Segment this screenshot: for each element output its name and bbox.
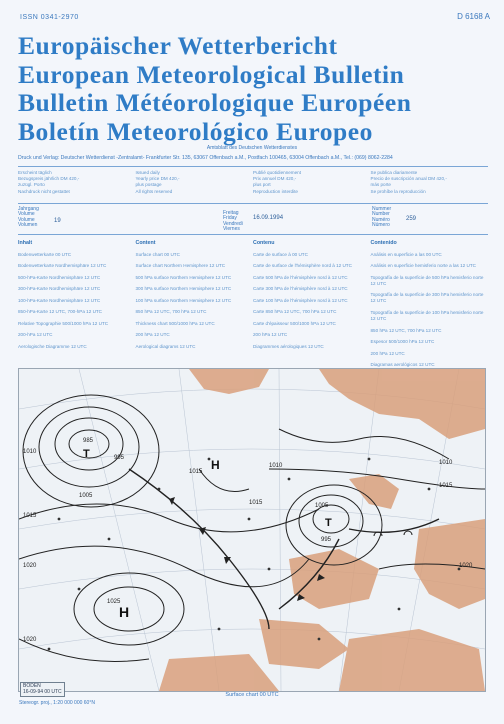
isobar-label: 995: [114, 455, 125, 461]
low-pressure-marker: T: [325, 517, 332, 529]
contents-item: Bodenwetterkarte 00 UTC: [18, 251, 72, 257]
isobar-label: 1005: [79, 493, 93, 499]
contents-item: Diagramas aerológicos 12 UTC: [370, 362, 435, 368]
volume-label: Volume: [18, 211, 35, 218]
sub-line: Bezugspreis jährlich DM 420,-: [18, 176, 80, 182]
date-block: [223, 210, 284, 233]
sub-line: Nachdruck nicht gestattet: [18, 188, 70, 194]
number-label: Nummer: [372, 206, 392, 212]
weather-map-graphic: [19, 369, 485, 691]
divider: [18, 166, 488, 167]
contents-fr: [253, 240, 371, 374]
sub-line: Se prohíbe la reproducción: [370, 188, 426, 194]
isobar-label: 985: [83, 438, 94, 444]
number-block: [372, 206, 417, 229]
title-english: European Meteorological Bulletin: [18, 59, 405, 89]
isobar-label: 1020: [23, 563, 37, 569]
contents-item: 200 hPa 12 UTC: [370, 350, 405, 356]
contents-item: Surface chart Northern Hemisphere 12 UTC: [135, 263, 226, 268]
sub-line: Se publica diariamente: [370, 170, 418, 175]
day-label: Viernes: [223, 226, 240, 233]
contents-item: Carte 300 hPa de l'hémisphère nord à 12 UTC: [253, 286, 348, 291]
isobar-label: 1005: [315, 503, 329, 509]
subscription-info: [18, 170, 488, 195]
subscription-de: [18, 170, 136, 195]
sub-line: Issued daily: [135, 170, 160, 175]
sub-line: más porte: [370, 182, 391, 188]
contents-item: Carte 100 hPa de l'hémisphère nord à 12 UTC: [253, 297, 348, 303]
contents-item: Topografía de la superficie de 500 hPa hemisferio norte 12 UTC: [370, 274, 484, 286]
issue-date: 16.09.1994: [253, 215, 284, 221]
divider: [18, 234, 488, 235]
sub-line: plus port: [253, 182, 271, 188]
number-label: Número: [372, 222, 390, 229]
isobar-label: 1015: [189, 469, 203, 475]
stamp-title: BODEN: [23, 683, 41, 689]
contents-item: Carte de surface à 00 UTC: [253, 251, 308, 257]
contents-item: Bodenwetterkarte Nordhemisphäre 12 UTC: [18, 263, 107, 268]
day-label: Friday: [223, 215, 237, 222]
title-german: Europäischer Wetterbericht: [18, 31, 338, 60]
sub-line: Reproduction interdite: [253, 188, 298, 194]
contents-item: 300 hPa surface Northern Hemisphere 12 UTC: [135, 286, 232, 291]
day-label: Freitag: [223, 210, 239, 216]
issn: ISSN 0341-2970: [20, 14, 79, 21]
contents-header: Inhalt: [18, 240, 33, 246]
subscription-es: [371, 170, 489, 195]
sub-line: All rights reserved: [135, 188, 173, 194]
contents-es: [371, 240, 489, 374]
isobar-label: 1010: [439, 460, 453, 466]
sub-line: zuzügl. Porto: [18, 182, 45, 188]
contents-header: Contenu: [253, 240, 275, 246]
contents-item: Carte 850 hPa 12 UTC, 700 hPa 12 UTC: [253, 309, 337, 314]
contents-item: 850 hPa 12 UTC, 700 hPa 12 UTC: [135, 309, 207, 314]
high-pressure-marker: H: [119, 604, 130, 620]
contents-item: 200 hPa 12 UTC: [253, 332, 288, 337]
high-pressure-marker: H: [211, 458, 220, 472]
contents-item: Aerological diagrams 12 UTC: [135, 343, 196, 349]
issue-number: 259: [406, 216, 417, 222]
isobar-label: 995: [321, 537, 332, 543]
contents-item: Espesor 500/1000 hPa 12 UTC: [370, 339, 435, 345]
contents-item: Carte de surface de l'hémisphère nord à 12 UTC: [253, 263, 352, 268]
isobar-label: 1020: [459, 563, 473, 569]
contents-header: Content: [135, 240, 156, 246]
stamp-datetime: 16-09-94 00 UTC: [23, 688, 62, 695]
publication-code: D 6168 A: [457, 12, 490, 21]
contents-item: Análisis en superficie a las 00 UTC: [370, 251, 442, 257]
volume-label: Volumen: [18, 222, 38, 229]
isobar-label: 1010: [23, 449, 37, 455]
isobar-label: 1020: [23, 637, 37, 643]
sub-line: Publié quotidiennement: [253, 170, 302, 175]
low-pressure-marker: T: [83, 448, 90, 460]
map-caption: Surface chart 00 UTC: [225, 692, 279, 698]
volume-value: 19: [54, 218, 61, 224]
contents-item: Carte 500 hPa de l'hémisphère nord à 12 UTC: [253, 274, 348, 280]
contents-de: [18, 240, 136, 374]
contents-item: 500 hPa surface Northern Hemisphere 12 UTC: [135, 274, 232, 280]
number-label: Numéro: [372, 216, 390, 223]
contents-item: 850 hPa 12 UTC, 700 hPa 12 UTC: [370, 327, 442, 333]
contents-item: Thickness chart 500/1000 hPa 12 UTC: [135, 320, 215, 326]
contents-item: 200-hPa 12 UTC: [18, 332, 53, 337]
sub-line: Precio de suscripción anual DM 420,-: [370, 176, 447, 182]
isobar-label: 1025: [107, 599, 121, 605]
imprint-line: Druck und Verlag: Deutscher Wetterdienst -Zentralamt- Frankfurter Str. 135, 63067 Offenbach a.M., Postfach 100465, 63004 Offenbach a.M., Tel.: (069) 8062-2284: [18, 155, 393, 161]
sub-line: Erscheint täglich: [18, 170, 52, 175]
isobar-label: 1015: [249, 500, 263, 506]
contents-item: Topografía de la superficie de 300 hPa hemisferio norte 12 UTC: [370, 292, 484, 304]
number-label: Number: [372, 211, 390, 218]
contents-item: Topografía de la superficie de 100 hPa hemisferio norte 12 UTC: [370, 309, 484, 322]
contents-item: 850-hPa-Karte 12 UTC, 700-hPa 12 UTC: [18, 309, 103, 314]
subscription-en: [136, 170, 254, 195]
sub-line: Yearly price DM 420,-: [135, 176, 180, 182]
contents-item: 500-hPa-Karte Nordhemisphäre 12 UTC: [18, 274, 101, 280]
contents-en: [136, 240, 254, 374]
isobar-label: 1015: [439, 483, 453, 489]
contents-item: Análisis en superficie hemisferio norte a las 12 UTC: [370, 263, 476, 268]
contents-item: Surface chart 00 UTC: [135, 251, 180, 257]
isobar-label: 1010: [269, 463, 283, 469]
title-spanish: Boletín Meteorológico Europeo: [18, 116, 373, 146]
day-label: Vendredi: [223, 220, 243, 227]
amtsblatt-line: Amtsblatt des Deutschen Wetterdienstes: [206, 145, 298, 151]
subscription-fr: [253, 170, 371, 195]
isobar-label: 1015: [23, 513, 37, 519]
contents-item: 100-hPa-Karte Nordhemisphäre 12 UTC: [18, 297, 101, 303]
surface-weather-map: [18, 368, 486, 692]
contents-item: 100 hPa surface Northern Hemisphere 12 UTC: [135, 297, 232, 303]
volume-label: Volume: [18, 216, 35, 223]
sub-line: plus postage: [135, 182, 162, 188]
contents-item: Relative Topographie 500/1000 hPa 12 UTC: [18, 320, 109, 326]
contents-item: Carte d'épaisseur 500/1000 hPa 12 UTC: [253, 320, 336, 326]
contents-item: Aerologische Diagramme 12 UTC: [18, 343, 87, 349]
contents-item: Diagrammes aérologiques 12 UTC: [253, 343, 324, 349]
sub-line: Prix annuel DM 420,-: [253, 176, 297, 182]
divider: [18, 203, 488, 204]
volume-block: [18, 206, 61, 229]
title-french: Bulletin Météorologique Européen: [18, 88, 412, 117]
contents-table: [18, 240, 488, 374]
masthead-titles: [18, 32, 488, 146]
volume-label: Jahrgang: [18, 206, 39, 212]
projection-note: Stereogr. proj., 1:20 000 000 60°N: [19, 700, 95, 706]
contents-header: Contenido: [370, 240, 397, 246]
contents-item: 300-hPa-Karte Nordhemisphäre 12 UTC: [18, 286, 101, 291]
contents-item: 200 hPa 12 UTC: [135, 332, 170, 337]
